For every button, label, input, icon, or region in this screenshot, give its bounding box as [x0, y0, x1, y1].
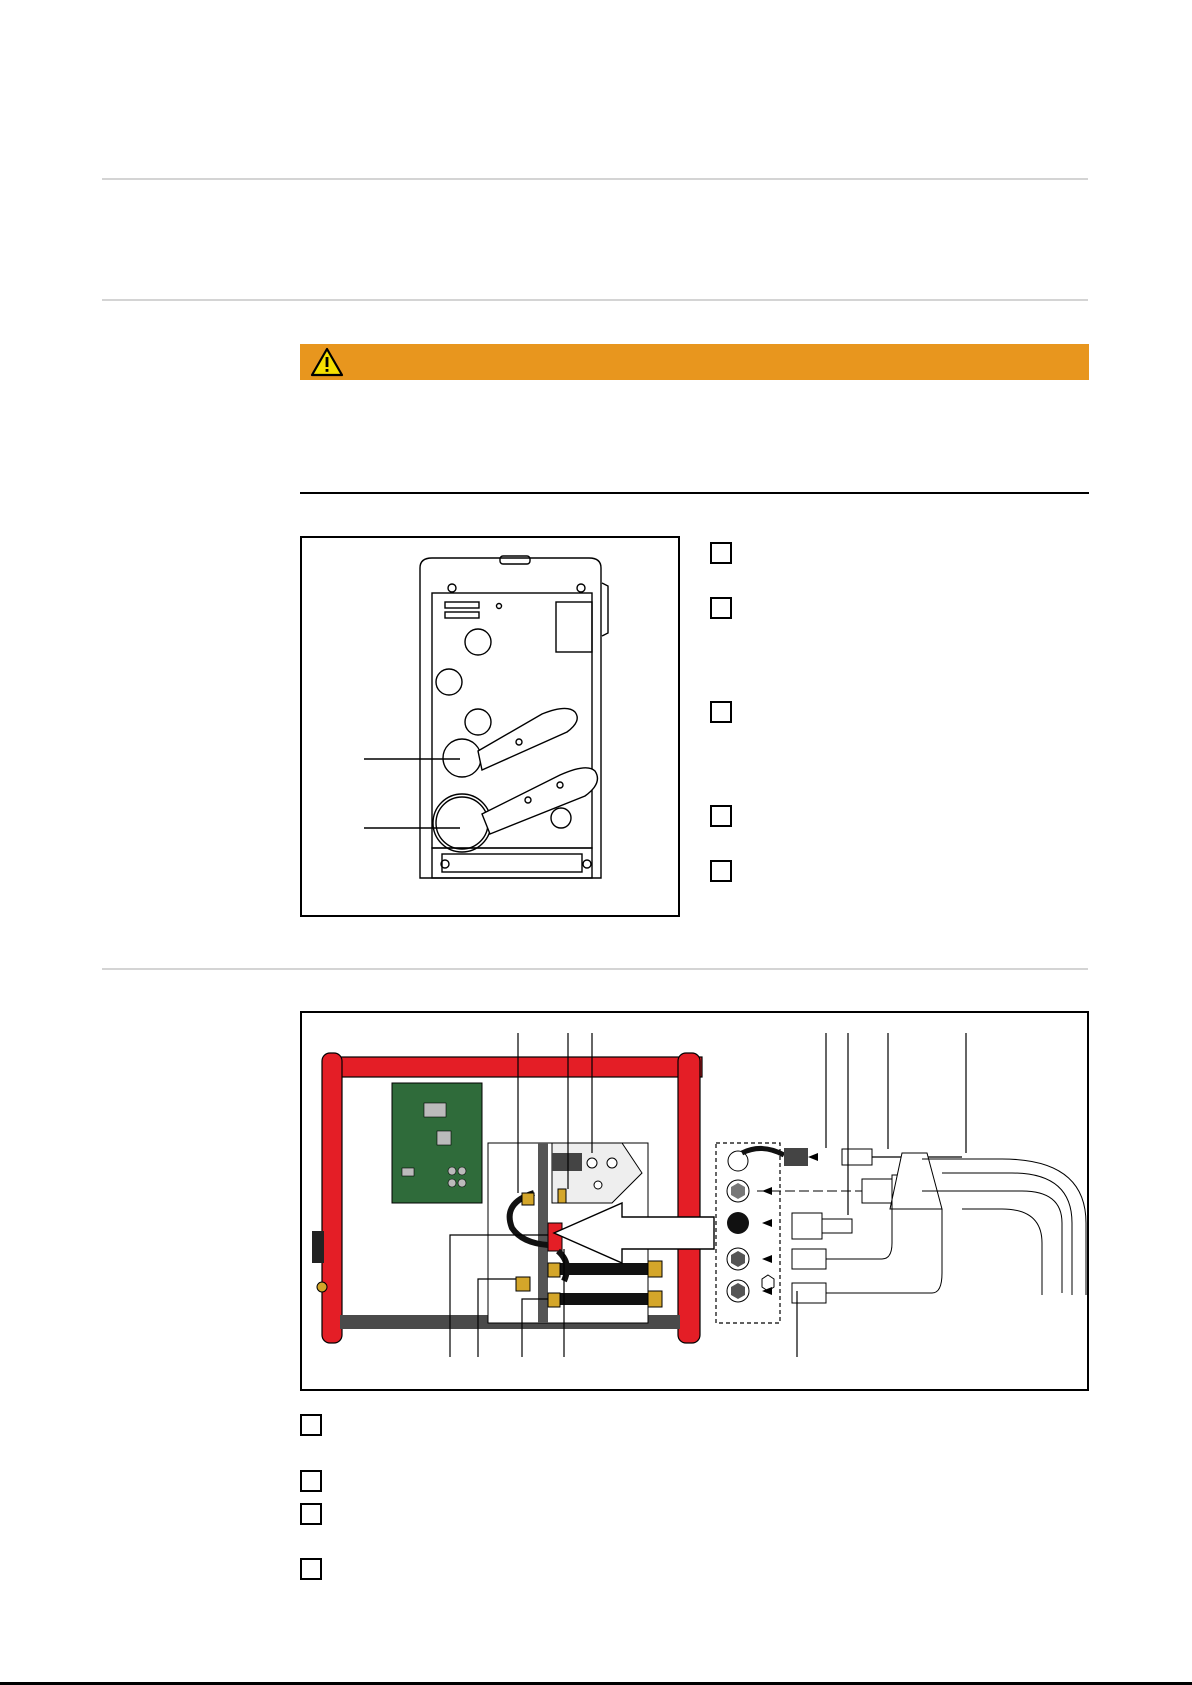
- hosepack-drawing: [302, 1013, 1087, 1389]
- step-checkbox[interactable]: [710, 597, 732, 619]
- figure-rear-panel: [300, 536, 680, 917]
- step-checkbox[interactable]: [710, 860, 732, 882]
- warning-underline: [300, 492, 1089, 494]
- rear-panel-drawing: [302, 538, 678, 915]
- step-checkbox[interactable]: [300, 1503, 322, 1525]
- step-checkbox[interactable]: [300, 1470, 322, 1492]
- warning-triangle-icon: [310, 347, 344, 377]
- step-checkbox[interactable]: [710, 805, 732, 827]
- step-checkbox[interactable]: [300, 1414, 322, 1436]
- step-checkbox[interactable]: [710, 542, 732, 564]
- step-checkbox[interactable]: [710, 701, 732, 723]
- section-divider: [102, 299, 1088, 301]
- section-divider: [102, 968, 1088, 970]
- figure-hosepack-connection: [300, 1011, 1089, 1391]
- section-divider: [102, 178, 1088, 180]
- warning-banner: [300, 344, 1089, 380]
- step-checkbox[interactable]: [300, 1558, 322, 1580]
